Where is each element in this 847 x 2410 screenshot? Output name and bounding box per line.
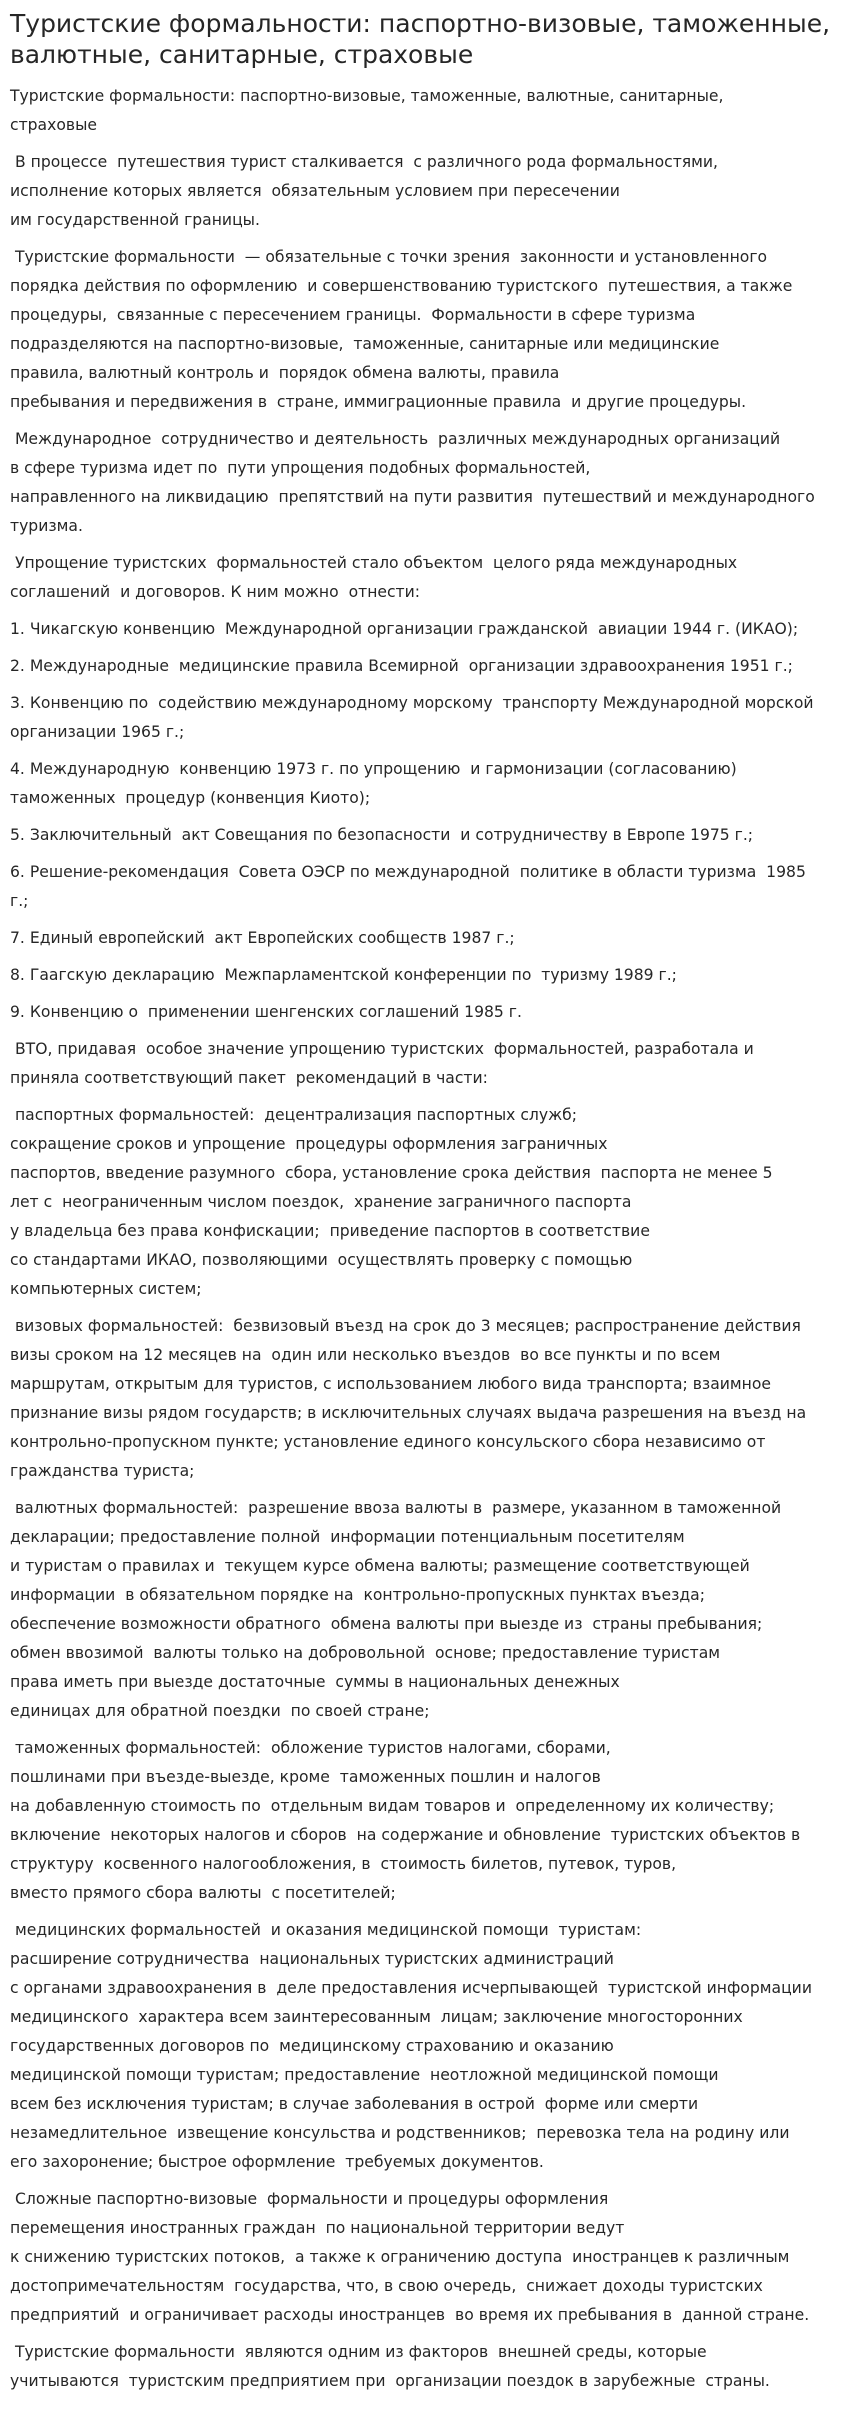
wto-recommendations-paragraph: ВТО, придавая особое значение упрощению туристских формальностей, разработала и приняла соответствующий пакет рекомендаций в части: bbox=[10, 1040, 754, 1087]
conclusion-paragraph: Туристские формальности являются одним из факторов внешней среды, которые учитываются туристским предприятием при организации поездок в зарубежные страны. bbox=[10, 2343, 770, 2390]
agreement-item-5: 5. Заключительный акт Совещания по безопасности и сотрудничеству в Европе 1975 г.; bbox=[10, 826, 754, 844]
agreement-item-8: 8. Гаагскую декларацию Межпарламентской конференции по туризму 1989 г.; bbox=[10, 966, 677, 984]
definition-paragraph: Туристские формальности — обязательные с точки зрения законности и установленного порядка действия по оформлению и совершенствованию туристского путешествия, а также процедуры, связанные с пересечением границы. Формальности в сфере туризма подразделяются на паспортно-визовые, таможенные, санитарные или медицинские правила, валютный контроль и порядок обмена валюты, правила пребывания и передвижения в стране, иммиграционные правила и другие процедуры. bbox=[10, 248, 793, 411]
agreement-item-2: 2. Международные медицинские правила Всемирной организации здравоохранения 1951 г.; bbox=[10, 657, 793, 675]
visa-formalities-paragraph: визовых формальностей: безвизовый въезд на срок до 3 месяцев; распространение действия визы сроком на 12 месяцев на один или несколько въездов во все пункты и по всем маршрутам, открытым для туристов, с использованием любого вида транспорта; взаимное признание визы рядом государств; в исключительных случаях выдача разрешения на въезд на контрольно-пропускном пункте; установление единого консульского сбора независимо от гражданства туриста; bbox=[10, 1317, 807, 1480]
article-body bbox=[10, 82, 837, 2396]
passport-formalities-paragraph: паспортных формальностей: децентрализация паспортных служб; сокращение сроков и упрощение процедуры оформления заграничных паспортов, введение разумного сбора, установление срока действия паспорта не менее 5 лет с неограниченным числом поездок, хранение заграничного паспорта у владельца без права конфискации; приведение паспортов в соответствие со стандартами ИКАО, позволяющими осуществлять проверку с помощью компьютерных систем; bbox=[10, 1106, 773, 1298]
lead-paragraph: Туристские формальности: паспортно-визовые, таможенные, валютные, санитарные, страховые bbox=[10, 87, 724, 134]
page-title: Туристские формальности: паспортно-визовые, таможенные, валютные, санитарные, страховые bbox=[10, 9, 831, 69]
currency-formalities-paragraph: валютных формальностей: разрешение ввоза валюты в размере, указанном в таможенной декларации; предоставление полной информации потенциальным посетителям и туристам о правилах и текущем курсе обмена валюты; размещение соответствующей информации в обязательном порядке на контрольно-пропускных пунктах въезда; обеспечение возможности обратного обмена валюты при выезде из страны пребывания; обмен ввозимой валюты только на добровольной основе; предоставление туристам права иметь при выезде достаточные суммы в национальных денежных единицах для обратной поездки по своей стране; bbox=[10, 1499, 782, 1720]
agreement-item-7: 7. Единый европейский акт Европейских сообществ 1987 г.; bbox=[10, 929, 515, 947]
agreement-item-1: 1. Чикагскую конвенцию Международной организации гражданской авиации 1944 г. (ИКАО); bbox=[10, 620, 799, 638]
agreement-item-3: 3. Конвенцию по содействию международному морскому транспорту Международной морской организации 1965 г.; bbox=[10, 694, 814, 741]
intro-paragraph: В процессе путешествия турист сталкивается с различного рода формальностями, исполнение которых является обязательным условием при пересечении им государственной границы. bbox=[10, 153, 719, 229]
agreement-item-4: 4. Международную конвенцию 1973 г. по упрощению и гармонизации (согласованию) таможенных процедур (конвенция Киото); bbox=[10, 760, 737, 807]
agreement-item-9: 9. Конвенцию о применении шенгенских соглашений 1985 г. bbox=[10, 1003, 522, 1021]
medical-formalities-paragraph: медицинских формальностей и оказания медицинской помощи туристам: расширение сотрудничества национальных туристских администраций с органами здравоохранения в деле предоставления исчерпывающей туристской информации медицинского характера всем заинтересованным лицам; заключение многосторонних государственных договоров по медицинскому страхованию и оказанию медицинской помощи туристам; предоставление неотложной медицинской помощи всем без исключения туристам; в случае заболевания в острой форме или смерти незамедлительное извещение консульства и родственников; перевозка тела на родину или его захоронение; быстрое оформление требуемых документов. bbox=[10, 1921, 812, 2171]
complex-formalities-paragraph: Сложные паспортно-визовые формальности и процедуры оформления перемещения иностранных граждан по национальной территории ведут к снижению туристских потоков, а также к ограничению доступа иностранцев к различным достопримечательностям государства, что, в свою очередь, снижает доходы туристских предприятий и ограничивает расходы иностранцев во время их пребывания в данной стране. bbox=[10, 2190, 810, 2324]
agreement-item-6: 6. Решение-рекомендация Совета ОЭСР по международной политике в области туризма 1985 г.; bbox=[10, 863, 806, 910]
cooperation-paragraph: Международное сотрудничество и деятельность различных международных организаций в сфере туризма идет по пути упрощения подобных формальностей, направленного на ликвидацию препятствий на пути развития путешествий и международного туризма. bbox=[10, 430, 815, 535]
agreements-intro-paragraph: Упрощение туристских формальностей стало объектом целого ряда международных соглашений и договоров. К ним можно отнести: bbox=[10, 554, 738, 601]
customs-formalities-paragraph: таможенных формальностей: обложение туристов налогами, сборами, пошлинами при въезде-выезде, кроме таможенных пошлин и налогов на добавленную стоимость по отдельным видам товаров и определенному их количеству; включение некоторых налогов и сборов на содержание и обновление туристских объектов в структуру косвенного налогообложения, в стоимость билетов, путевок, туров, вместо прямого сбора валюты с посетителей; bbox=[10, 1739, 801, 1902]
